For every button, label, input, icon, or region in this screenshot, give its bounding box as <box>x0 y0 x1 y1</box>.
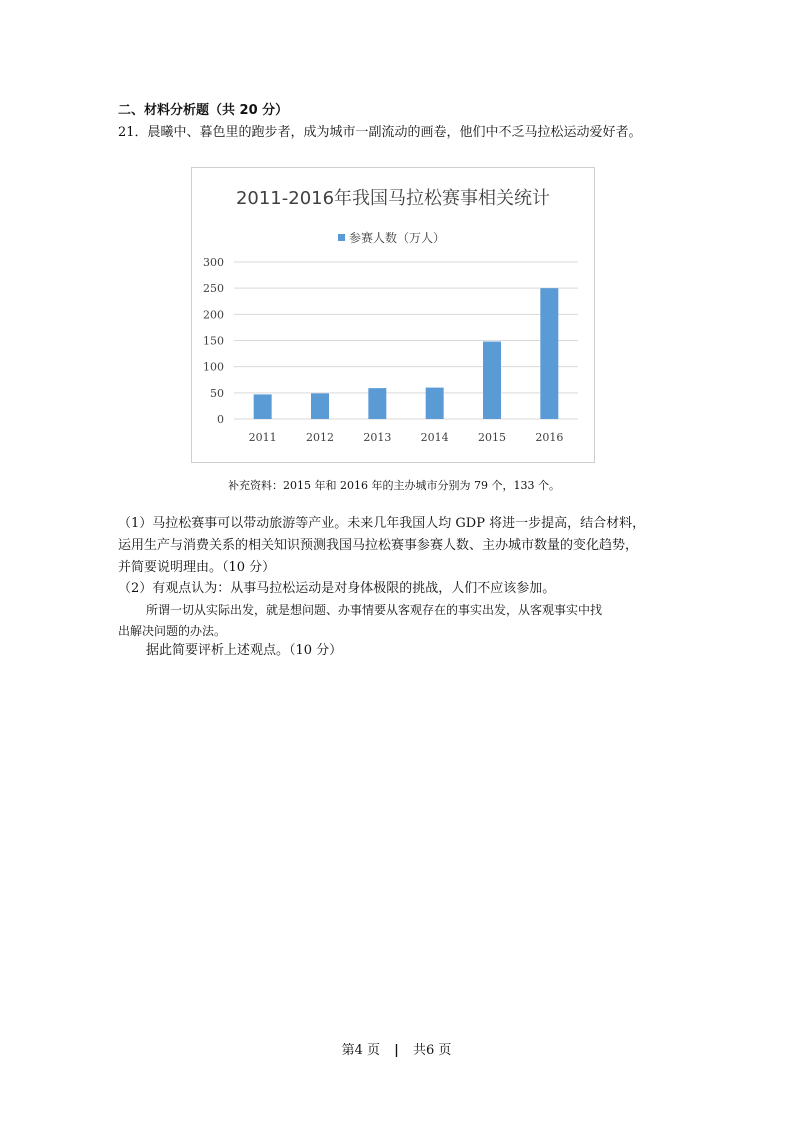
bar-2015 <box>483 342 501 419</box>
legend-swatch <box>338 234 345 241</box>
chart-bars <box>254 288 559 419</box>
footer-separator: | <box>394 1043 399 1058</box>
bar-2011 <box>254 394 272 419</box>
y-tick-label: 100 <box>203 360 224 374</box>
x-tick-label: 2016 <box>535 431 564 444</box>
y-tick-label: 300 <box>203 256 224 269</box>
bar-2012 <box>311 393 329 419</box>
total-pages: 共6 页 <box>413 1043 452 1058</box>
y-tick-label: 150 <box>203 334 224 348</box>
x-tick-label: 2012 <box>306 431 334 444</box>
x-tick-label: 2014 <box>420 431 449 444</box>
page-number: 第4 页 <box>341 1043 380 1058</box>
legend-label: 参赛人数（万人） <box>349 231 446 245</box>
sub-question-2: （2）有观点认为：从事马拉松运动是对身体极限的挑战，人们不应该参加。 <box>118 581 556 596</box>
y-tick-label: 50 <box>210 386 224 400</box>
x-tick-label: 2015 <box>478 431 506 444</box>
bar-2016 <box>540 288 558 419</box>
bar-2014 <box>426 388 444 419</box>
bar-chart <box>191 167 595 463</box>
x-tick-label: 2013 <box>363 431 392 444</box>
chart-legend <box>338 230 445 245</box>
question-intro: 21．晨曦中、暮色里的跑步者，成为城市一副流动的画卷，他们中不乏马拉松运动爱好者。 <box>118 125 642 140</box>
evaluate-prompt: 据此简要评析上述观点。（10 分） <box>146 643 343 658</box>
chart-gridlines <box>234 262 578 419</box>
sub-question-1-line1: （1）马拉松赛事可以带动旅游等产业。未来几年我国人均 GDP 将进一步提高，结合材料， <box>118 516 646 531</box>
sub-question-1 <box>118 513 645 579</box>
y-tick-label: 200 <box>203 308 224 322</box>
supplement-caption: 补充资料：2015 年和 2016 年的主办城市分别为 79 个，133 个。 <box>228 479 560 492</box>
section-title: 二、材料分析题（共 20 分） <box>118 103 289 118</box>
quote-line1: 所谓一切从实际出发，就是想问题、办事情要从客观存在的事实出发，从客观事实中找 <box>146 603 603 617</box>
sub-question-1-line2: 运用生产与消费关系的相关知识预测我国马拉松赛事参赛人数、主办城市数量的变化趋势， <box>118 538 639 553</box>
sub-question-1-line3: 并简要说明理由。（10 分） <box>118 560 276 575</box>
x-axis-ticks <box>249 431 564 444</box>
y-axis-ticks <box>203 256 224 426</box>
chart-canvas <box>192 168 594 462</box>
quote-line2: 出解决问题的办法。 <box>118 624 227 638</box>
x-tick-label: 2011 <box>248 431 277 444</box>
y-tick-label: 0 <box>217 413 224 426</box>
bar-2013 <box>368 388 386 419</box>
quote-block <box>118 600 602 642</box>
page-footer <box>0 1039 793 1058</box>
chart-title: 2011-2016年我国马拉松赛事相关统计 <box>235 188 551 209</box>
y-tick-label: 250 <box>203 282 224 296</box>
